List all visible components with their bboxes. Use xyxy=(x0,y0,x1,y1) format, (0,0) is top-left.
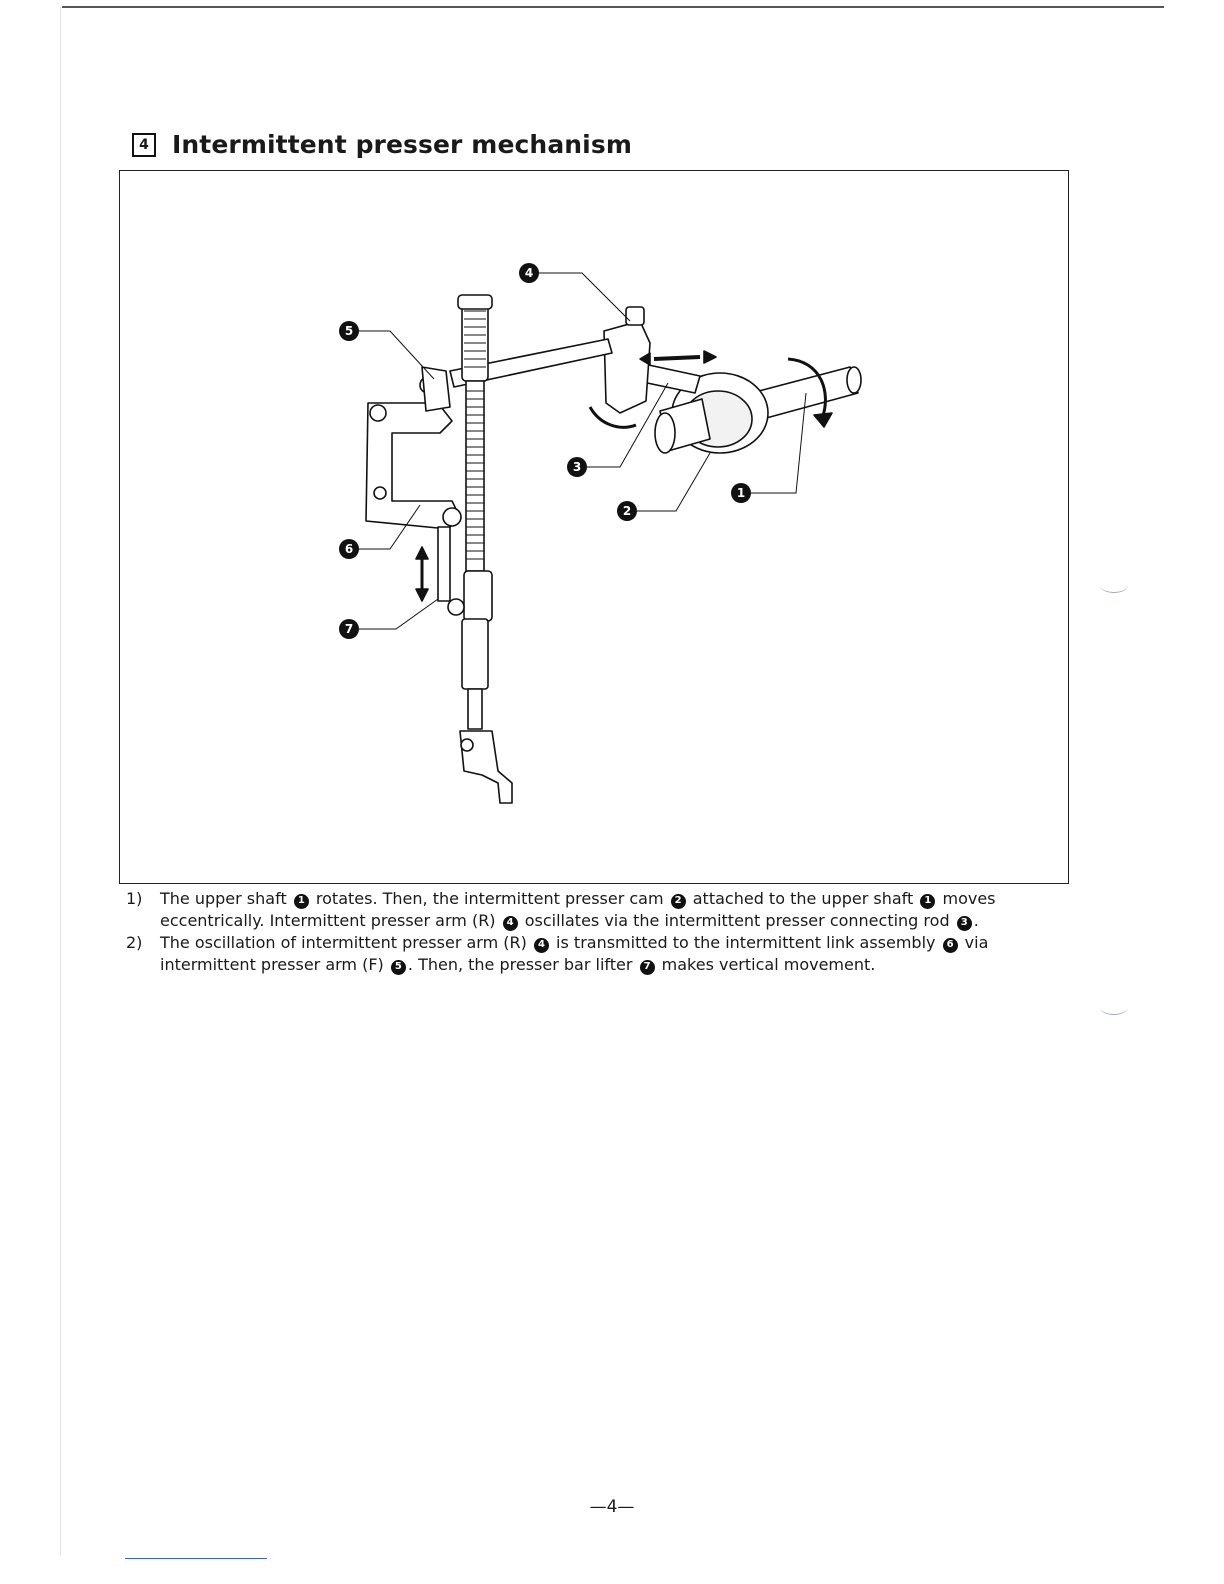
upper-shaft-end xyxy=(847,367,861,393)
step-number: 2) xyxy=(126,933,143,952)
callout-3-icon xyxy=(567,457,587,477)
scan-mark xyxy=(1100,1000,1128,1015)
step-text-part: . xyxy=(973,911,979,930)
step-text-part: is transmitted to the intermittent link assembly xyxy=(556,933,936,952)
presser-bar-lifter-block xyxy=(464,571,492,621)
step-text xyxy=(160,932,1066,976)
ref-1-icon: 1 xyxy=(920,894,935,909)
page-left-edge xyxy=(60,6,61,1556)
step-1 xyxy=(126,888,1066,932)
ref-7-icon: 7 xyxy=(640,960,655,975)
ref-2-icon: 2 xyxy=(671,894,686,909)
section-heading xyxy=(132,130,632,159)
ref-5-icon: 5 xyxy=(391,960,406,975)
page-number: —4— xyxy=(589,1497,635,1517)
callout-5-icon xyxy=(339,321,359,341)
step-text-part: makes vertical movement. xyxy=(661,955,876,974)
presser-bar xyxy=(462,619,488,689)
svg-text:5: 5 xyxy=(344,324,354,338)
mechanism-illustration xyxy=(120,171,1067,882)
step-number: 1) xyxy=(126,889,143,908)
callout-6-icon xyxy=(339,539,359,559)
steps-list xyxy=(126,888,1066,976)
step-text-part: rotates. Then, the intermittent presser cam xyxy=(315,889,664,908)
ref-3-icon: 3 xyxy=(957,916,972,931)
svg-text:6: 6 xyxy=(344,542,354,556)
mechanism-figure xyxy=(119,170,1069,884)
callout-2-icon xyxy=(617,501,637,521)
step-2 xyxy=(126,932,1066,976)
step-text-part: moves eccentrically. Intermittent presser arm (R) xyxy=(160,889,996,930)
step-text-part: oscillates via the intermittent presser connecting rod xyxy=(524,911,950,930)
bottom-mark xyxy=(125,1558,267,1559)
callout-4-icon xyxy=(519,263,539,283)
step-text-part: via intermittent presser arm (F) xyxy=(160,933,989,974)
top-rule xyxy=(62,6,1164,8)
svg-text:2: 2 xyxy=(622,504,632,518)
step-text xyxy=(160,888,1066,932)
adjusting-screw xyxy=(462,301,488,381)
step-text-part: The upper shaft xyxy=(160,889,287,908)
step-text-part: . Then, the presser bar lifter xyxy=(407,955,633,974)
callout-7-icon xyxy=(339,619,359,639)
ref-4-icon: 4 xyxy=(534,938,549,953)
svg-text:3: 3 xyxy=(572,460,582,474)
ref-4-icon: 4 xyxy=(503,916,518,931)
callout-1-icon xyxy=(731,483,751,503)
step-text-part: attached to the upper shaft xyxy=(692,889,914,908)
section-title: Intermittent presser mechanism xyxy=(172,130,632,159)
ref-1-icon: 1 xyxy=(294,894,309,909)
ref-6-icon: 6 xyxy=(943,938,958,953)
step-text-part: The oscillation of intermittent presser arm (R) xyxy=(160,933,527,952)
svg-text:7: 7 xyxy=(344,622,354,636)
svg-text:1: 1 xyxy=(736,486,746,500)
scan-mark xyxy=(1100,578,1128,593)
section-number-box: 4 xyxy=(132,133,156,157)
presser-arm-r xyxy=(604,321,650,413)
svg-text:4: 4 xyxy=(524,266,534,280)
